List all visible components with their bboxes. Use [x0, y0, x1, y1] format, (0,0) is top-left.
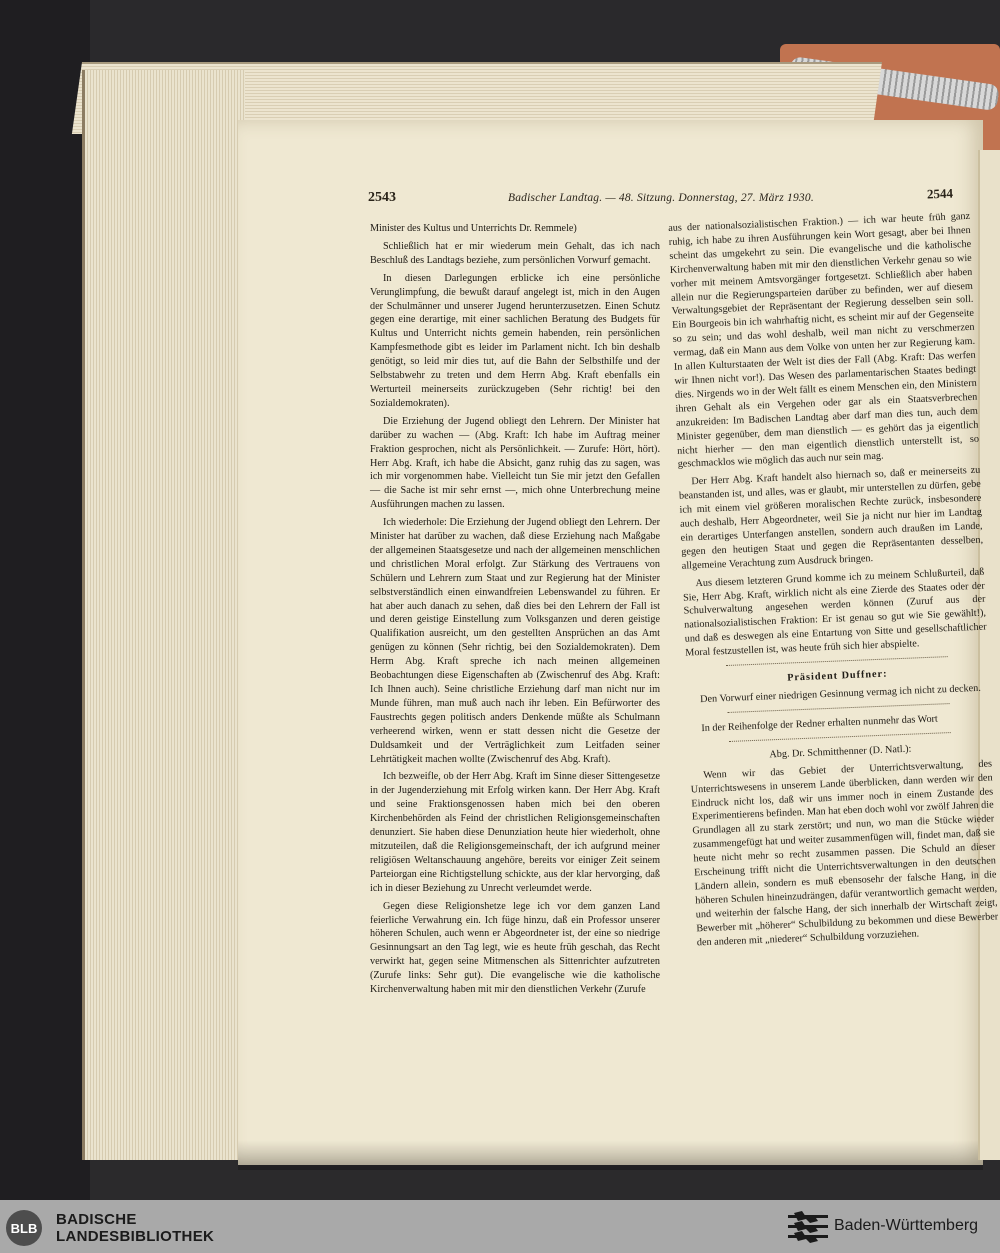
paragraph: Schließlich hat er mir wiederum mein Gehalt, das ich nach Beschluß des Landtags beziehe, zum persönlichen Vorwurf gemacht. [370, 240, 660, 266]
page-bottom-shadow [238, 1140, 983, 1170]
paragraph: Den Vorwurf einer niedrigen Gesinnung vermag ich nicht zu decken. [699, 682, 982, 706]
paragraph: Aus diesem letzteren Grund komme ich zu meinem Schlußurteil, daß Sie, Herr Abg. Kraft, wirklich nicht als eine Zierde des Staates oder der Schulverwaltung angesehen werden können (Zuruf aus der nationalsozialistischen Fraktion: Er ist genau so gut wie Sie gewählt!), und daß es deswegen als eine Entartung von Sitte und gesellschaftlicher Moral festzustellen ist, was heute früh sich hier abspielte. [682, 566, 987, 659]
speaker-heading-president: Präsident Duffner: [787, 668, 888, 684]
library-name-line2: LANDESBIBLIOTHEK [56, 1228, 215, 1245]
paragraph: aus der nationalsozialistischen Fraktion.) — ich war heute früh ganz ruhig, ich habe zu ihren Ausführungen kein Wort gesagt, aber bei Ihnen scheint das umgekehrt zu sein. Die evangelische und die katholische Kirchenverwaltung haben mit mir den dienstlichen Verkehr genau so wie vorher mit meinem Amtsvorgänger fortgesetzt. Schließlich aber haben allein nur die Regierungsparteien darüber zu befinden, wer auf diesem Verwaltungsgebiet der Repräsentant der Regierung desselben sein soll. Ein Bourgeois bin ich wahrhaftig nicht, es scheint mir auf der Gegenseite so zu sein; und das wohl deshalb, weil man nicht zu verschmerzen vermag, daß ein Mann aus dem Volke von unten her zur Regierung kam. In allen Kulturstaaten der Welt ist dies der Fall (Abg. Kraft: Das werfen wir Ihnen nicht vor!). Das Wesen des parlamentarischen Staates bedingt dies. Nirgends wo in der Welt fällt es einem Menschen ein, den Ministern ihren Gehalt als ein Vergehen oder gar als ein Staatsverbrechen anzukreiden: Im Badischen Landtag aber darf man dies tun, auch dem Minister gegenüber, dem man dienstlich — es gehört das ja eigentlich nicht hierher — den man eigentlich dienstlich unterstellt ist, so geschmacklos wie möglich das auch nur sein mag. [668, 210, 980, 471]
paragraph: Gegen diese Religionshetze lege ich vor dem ganzen Land feierliche Verwahrung ein. Ich füge hinzu, daß ein Professor unserer höheren Schulen, auch wenn er Abgeordneter ist, der eine so niedrige Gesinnungsart an den Tag legt, wie es heute früh geschah, das Recht verwirkt hat, gegen seine Mitmenschen als Sittenrichter aufzutreten (Zurufe links: Sehr gut). Die evangelische wie die katholische Kirchenverwaltung haben mit mir den dienstlichen Verkehr (Zurufe [370, 900, 660, 996]
speaker-continuation: Minister des Kultus und Unterrichts Dr. Remmele) [370, 223, 577, 234]
text-column-right [668, 210, 999, 954]
paragraph: Ich wiederhole: Die Erziehung der Jugend obliegt den Lehrern. Der Minister hat darüber zu wachen, daß diese Erziehung nach Maßgabe der allgemeinen Staatsgesetze und nach der allgemeinen menschlichen und christlichen Moral erfolgt. Zur Stärkung des Vertrauens von Schülern und Lehrern zum Staat und zur Regierung hat der Minister selbstverständlich einen einwandfreien Lebenswandel zu führen. Er hat aber auch danach zu sehen, daß dies bei den Lehrern der Fall ist und deren geistige Einstellung zum Volksganzen und deren geistige Qualifikation ausreicht, um den gestellten Ansprüchen an das Amt genügen zu können (Sehr richtig, bei den Sozialdemokraten). Dem Herrn Abg. Kraft spreche ich nach meinen allgemeinen Beobachtungen diese Eigenschaften ab (Zwischenruf des Abg. Kraft: Ich Ihnen auch). Seine christliche Erziehung darf man nicht nur im Munde führen, man muß auch nach ihr leben. Ein Befürworter des Faustrechts gegen politisch anders Denkende müßte als Schulmann verheerend wirken, wenn er statt dessen nicht die Gesetze der Duldsamkeit und der Verträglichkeit zum Leitfaden seiner Lehrtätigkeit machen wollte (Zwischenruf des Abg. Kraft). [370, 517, 660, 765]
paragraph: Der Herr Abg. Kraft handelt also hiernach so, daß er meinerseits zu beanstanden ist, und alles, was er glaubt, mir unterstellen zu dürfen, gebe ich mit einem viel größeren moralischen Rechte zurück, insbesondere auch deshalb, Herr Abgeordneter, weil Sie ja nicht nur hier im Landtag ein derartiges Unterfangen anstellen, sondern auch draußen im Lande, gegen den heutigen Staat und gegen die Repräsentanten desselben, allgemeine Verachtung zum Ausdruck bringen. [678, 464, 984, 572]
paragraph: Die Erziehung der Jugend obliegt den Lehrern. Der Minister hat darüber zu wachen — (Abg. Kraft: Ich habe im Auftrag meiner Fraktion gesprochen, nicht als Persönlichkeit. — Zurufe: Hört, hört). Herr Abg. Kraft, ich habe die Absicht, ganz ruhig das zu sagen, was ich mir vorgenommen habe. Vielleicht tun Sie mir jetzt den Gefallen — die Sache ist mir sehr ernst —, mich ohne Unterbrechung meine Ausführungen machen zu lassen. [370, 415, 660, 511]
paragraph: In diesen Darlegungen erblicke ich eine persönliche Verunglimpfung, die bewußt darauf angelegt ist, mich in den Augen der Schulmänner und unserer Jugend herunterzusetzen. Einen Schutz gegen eine derartige, mit einer sachlichen Beratung des Budgets für Kultus und Unterricht nichts gemein habenden, rein persönlichen Kampfesmethode gibt es leider im Parlament nicht. Ich bin deshalb genötigt, so leid mir dies tut, auf die Bahn der Selbsthilfe und der Selbstabwehr zu treten und dem Herrn Abg. Kraft ebenfalls ein Werturteil meinerseits zurückzugeben (Sehr richtig! bei den Sozialdemokraten). [370, 272, 660, 409]
book-page-edges-left [82, 70, 245, 1160]
library-name-line1: BADISCHE [56, 1211, 137, 1228]
page-number-right: 2544 [926, 185, 954, 202]
speaker-heading-schmitthenner: Abg. Dr. Schmitthenner (D. Natl.): [769, 743, 912, 761]
page-number-left: 2543 [368, 190, 396, 205]
lions-coat-of-arms-icon [788, 1211, 828, 1243]
paragraph: Ich bezweifle, ob der Herr Abg. Kraft im Sinne dieser Sittengesetze in der Jugenderziehung mit Erfolg wirken kann. Der Herr Abg. Kraft und seine Fraktionsgenossen haben mich bei den oberen Kirchenbehörden als Feind der christlichen Religionsgemeinschaften denunziert. Sie haben diese Denunziation heute hier wiederholt, ohne mitzuteilen, daß die Religionsgemeinschaft, der ich aufgrund meiner religiösen Weltanschauung angehöre, bereits vor einiger Zeit seinem Parteiorgan eine Richtigstellung schickte, aus der klar hervorging, daß ich in dieser Beziehung zu Unrecht verleumdet werde. [370, 771, 660, 894]
blb-logo[interactable]: BLB [6, 1210, 42, 1246]
dark-background-left [0, 0, 90, 1200]
footer-bar [0, 1200, 1000, 1253]
running-head-title: Badischer Landtag. — 48. Sitzung. Donnerstag, 27. März 1930. [508, 192, 814, 204]
running-header [368, 185, 954, 212]
library-name[interactable] [56, 1211, 214, 1245]
text-column-left [370, 222, 660, 1001]
state-name[interactable]: Baden-Württemberg [834, 1217, 979, 1234]
paragraph: Wenn wir das Gebiet der Unterrichtsverwaltung, des Unterrichtswesens in unserem Lande überblicken, dann werden wir den Eindruck nicht los, daß wir uns immer noch in einem Zustande des Experimentierens befinden. Man hat eben doch wohl vor zwölf Jahren die Grundlagen all zu stark zerstört; und nun, wo man die Stücke wieder zusammengefügt hat und weiter zusammenfügen will, findet man, daß sie heute nicht mehr so recht zusammen passen. Die Schuld an dieser Erscheinung trifft nicht die Unterrichtsverwaltungen in den deutschen Ländern allein, sondern es muß ebensosehr der falsche Hang, in die höheren Schulen hineinzudrängen, dafür verantwortlich gemacht werden, und weiterhin der falsche Hang, der sich innerhalb der Wirtschaft zeigt, Bewerber mit „höherer“ Schulbildung zu bekommen und diese Bewerber den anderen mit „niederer“ Schulbildung vorzuziehen. [690, 758, 999, 949]
paragraph: In der Reihenfolge der Redner erhalten nunmehr das Wort [701, 713, 939, 734]
